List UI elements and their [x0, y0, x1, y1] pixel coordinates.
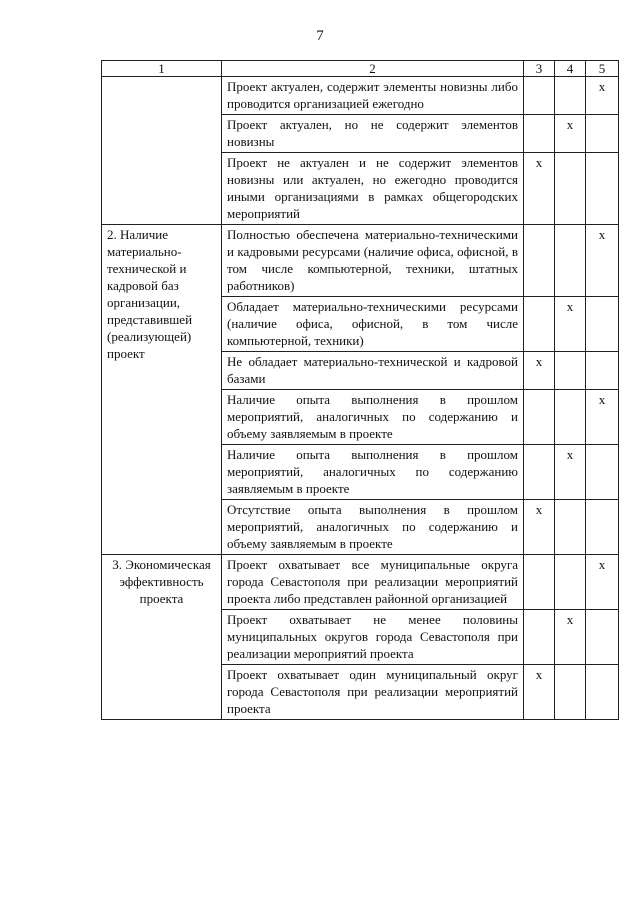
column-header: 1	[102, 61, 222, 77]
score-mark-cell	[524, 445, 555, 500]
option-text-cell: Отсутствие опыта выполнения в прошлом мероприятий, аналогичных по содержанию и объему заявляемым в проекте	[222, 500, 524, 555]
column-header: 4	[555, 61, 586, 77]
score-mark-cell	[586, 352, 619, 390]
option-text-cell: Наличие опыта выполнения в прошлом мероприятий, аналогичных по содержанию заявляемым в проекте	[222, 445, 524, 500]
score-mark-cell	[524, 610, 555, 665]
score-mark-cell	[555, 77, 586, 115]
score-mark-cell	[586, 500, 619, 555]
page-number: 7	[316, 28, 324, 44]
option-text-cell: Проект актуален, но не содержит элементов новизны	[222, 115, 524, 153]
score-mark-cell	[586, 153, 619, 225]
option-text-cell: Проект не актуален и не содержит элементов новизны или актуален, но ежегодно проводится иными организациями в рамках общегородских мероприятий	[222, 153, 524, 225]
option-text-cell: Проект охватывает один муниципальный округ города Севастополя при реализации мероприятий проекта	[222, 665, 524, 720]
evaluation-criteria-table	[101, 60, 619, 720]
table-row	[102, 555, 619, 610]
score-mark-cell: х	[555, 115, 586, 153]
score-mark-cell	[524, 225, 555, 297]
score-mark-cell: х	[524, 665, 555, 720]
score-mark-cell: х	[524, 153, 555, 225]
option-text-cell: Проект актуален, содержит элементы новизны либо проводится организацией ежегодно	[222, 77, 524, 115]
score-mark-cell	[555, 352, 586, 390]
option-text-cell: Обладает материально-техническими ресурсами (наличие офиса, офисной, в том числе компьютерной, техники)	[222, 297, 524, 352]
table-row	[102, 225, 619, 297]
score-mark-cell	[555, 390, 586, 445]
score-mark-cell	[555, 225, 586, 297]
score-mark-cell	[586, 115, 619, 153]
option-text-cell: Полностью обеспечена материально-техническими и кадровыми ресурсами (наличие офиса, офисной, в том числе компьютерной, техники, штатных работников)	[222, 225, 524, 297]
column-header: 3	[524, 61, 555, 77]
score-mark-cell	[524, 555, 555, 610]
score-mark-cell: х	[555, 445, 586, 500]
table-body	[102, 77, 619, 720]
criterion-cell: 2. Наличие материально-технической и кадровой баз организации, представившей (реализующей) проект	[102, 225, 222, 555]
score-mark-cell	[524, 115, 555, 153]
score-mark-cell	[524, 297, 555, 352]
option-text-cell: Проект охватывает все муниципальные округа города Севастополя при реализации мероприятий проекта либо представлен районной организацией	[222, 555, 524, 610]
score-mark-cell: х	[555, 610, 586, 665]
score-mark-cell: х	[586, 390, 619, 445]
table-row	[102, 77, 619, 115]
criterion-cell: 3. Экономическая эффективность проекта	[102, 555, 222, 720]
score-mark-cell: х	[586, 555, 619, 610]
score-mark-cell	[586, 297, 619, 352]
score-mark-cell	[555, 500, 586, 555]
score-mark-cell	[555, 665, 586, 720]
option-text-cell: Не обладает материально-технической и кадровой базами	[222, 352, 524, 390]
criterion-cell	[102, 77, 222, 225]
score-mark-cell: х	[555, 297, 586, 352]
option-text-cell: Проект охватывает не менее половины муниципальных округов города Севастополя при реализации мероприятий проекта	[222, 610, 524, 665]
score-mark-cell	[586, 610, 619, 665]
column-header: 5	[586, 61, 619, 77]
score-mark-cell	[555, 153, 586, 225]
score-mark-cell: х	[524, 352, 555, 390]
score-mark-cell: х	[586, 77, 619, 115]
score-mark-cell	[586, 665, 619, 720]
score-mark-cell	[524, 390, 555, 445]
score-mark-cell	[555, 555, 586, 610]
column-header: 2	[222, 61, 524, 77]
score-mark-cell: х	[586, 225, 619, 297]
score-mark-cell: х	[524, 500, 555, 555]
option-text-cell: Наличие опыта выполнения в прошлом мероприятий, аналогичных по содержанию и объему заявляемым в проекте	[222, 390, 524, 445]
table-header-row	[102, 61, 619, 77]
score-mark-cell	[586, 445, 619, 500]
score-mark-cell	[524, 77, 555, 115]
